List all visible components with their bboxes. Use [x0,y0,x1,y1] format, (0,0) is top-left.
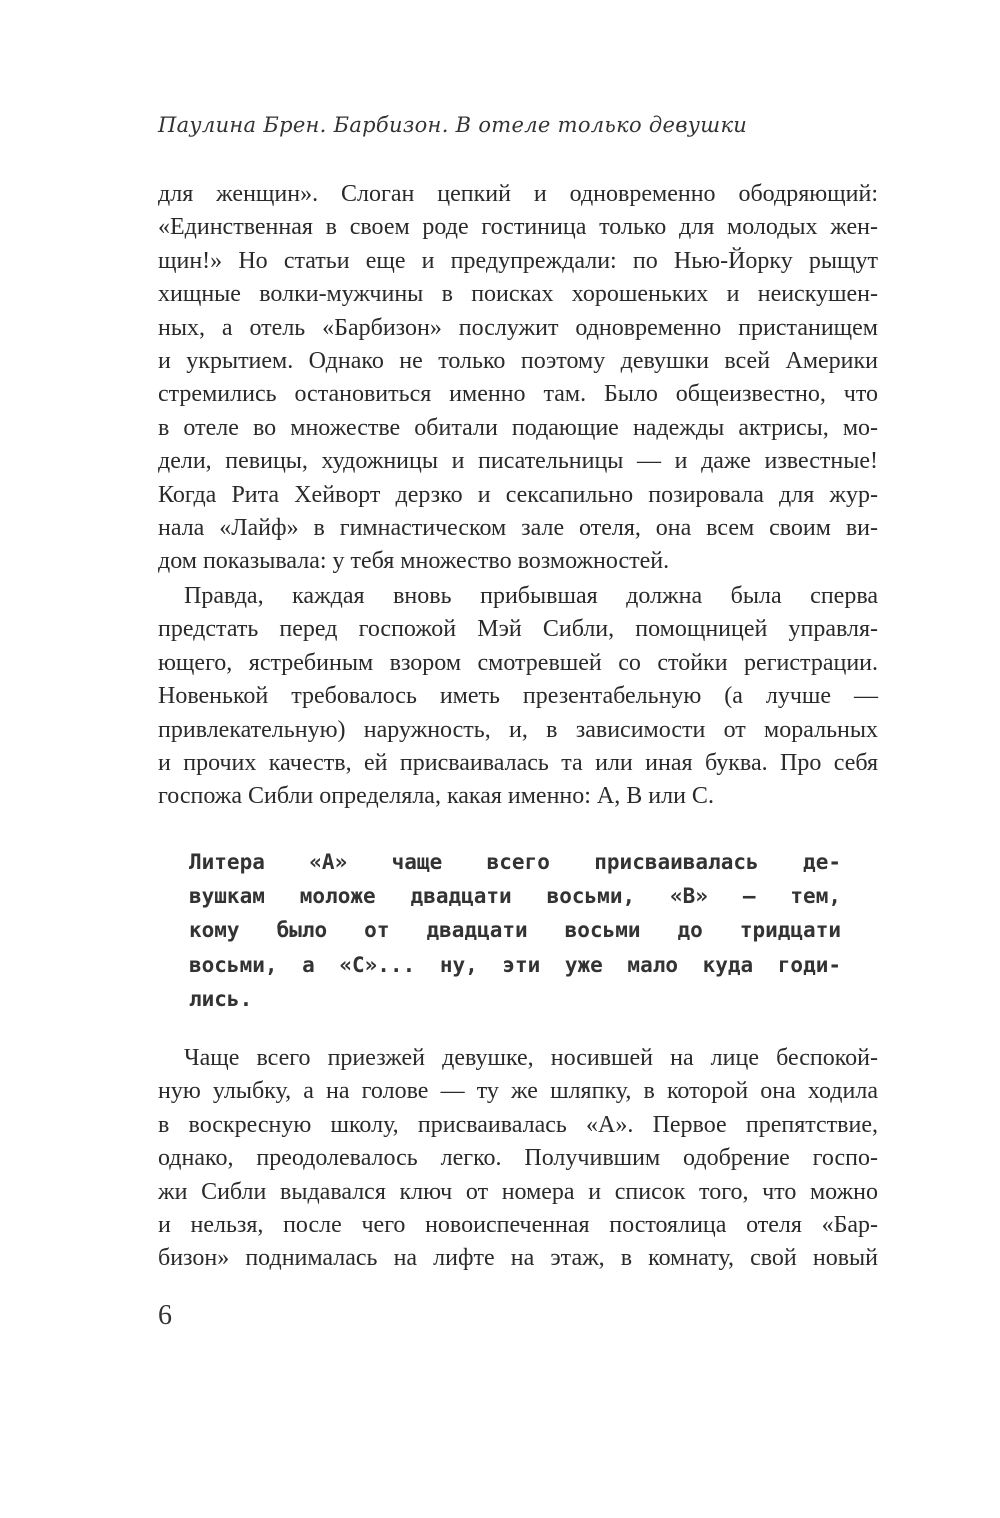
text-line: и укрытием. Однако не только поэтому девушки всей Америки [158,348,878,375]
text-line: Правда, каждая вновь прибывшая должна была сперва [184,583,878,609]
paragraph-2 [158,580,878,814]
text-line: щин!» Но статьи еще и предупреждали: по Нью-Йорку рыщут [158,247,878,274]
text-line: «Единственная в своем роде гостиница только для молодых жен- [158,214,878,241]
text-line: дели, певицы, художницы и писательницы — и даже известные! [158,448,878,475]
quote-line: восьми, а «С»... ну, эти уже мало куда годи- [189,952,841,977]
text-line: ющего, ястребиным взором смотревшей со стойки регистрации. [158,649,878,676]
text-line: однако, преодолевалось легко. Получившим одобрение госпо- [158,1145,878,1172]
text-line: Когда Рита Хейворт дерзко и сексапильно позировала для жур- [158,481,878,508]
page-number: 6 [158,1300,172,1331]
quote-line: лись. [189,986,253,1011]
text-line: жи Сибли выдавался ключ от номера и список того, что можно [158,1178,878,1205]
text-line: ную улыбку, а на голове — ту же шляпку, в которой она ходила [158,1078,878,1105]
text-line: бизон» поднималась на лифте на этаж, в комнату, свой новый [158,1245,878,1272]
typewriter-quote [189,845,841,1016]
text-line: госпожа Сибли определяла, какая именно: А, В или С. [158,783,714,810]
quote-line: кому было от двадцати восьми до тридцати [189,918,841,943]
text-line: в воскресную школу, присваивалась «А». Первое препятствие, [158,1111,878,1138]
text-line: и прочих качеств, ей присваивалась та или иная буква. Про себя [158,750,878,777]
text-line: стремились остановиться именно там. Было общеизвестно, что [158,381,878,408]
text-line: в отеле во множестве обитали подающие надежды актрисы, мо- [158,414,878,441]
text-line: Чаще всего приезжей девушке, носившей на лице беспокой- [184,1045,878,1071]
text-line: и нельзя, после чего новоиспеченная постоялица отеля «Бар- [158,1212,878,1239]
quote-line: Литера «А» чаще всего присваивалась де- [189,850,841,874]
text-line: привлекательную) наружность, и, в зависимости от моральных [158,716,878,743]
text-line: предстать перед госпожой Мэй Сибли, помощницей управля- [158,616,878,643]
text-line: хищные волки-мужчины в поисках хорошеньких и неискушен- [158,281,878,308]
text-line: нала «Лайф» в гимнастическом зале отеля, она всем своим ви- [158,515,878,542]
paragraph-1 [158,178,878,579]
running-header: Паулина Брен. Барбизон. В отеле только девушки [158,113,748,137]
text-line: дом показывала: у тебя множество возможностей. [158,548,670,575]
text-line: ных, а отель «Барбизон» послужит одновременно пристанищем [158,314,878,341]
quote-line: вушкам моложе двадцати восьми, «В» — тем, [189,884,841,909]
paragraph-3 [158,1042,878,1276]
text-line: для женщин». Слоган цепкий и одновременно ободряющий: [158,181,878,207]
text-line: Новенькой требовалось иметь презентабельную (а лучше — [158,683,878,710]
